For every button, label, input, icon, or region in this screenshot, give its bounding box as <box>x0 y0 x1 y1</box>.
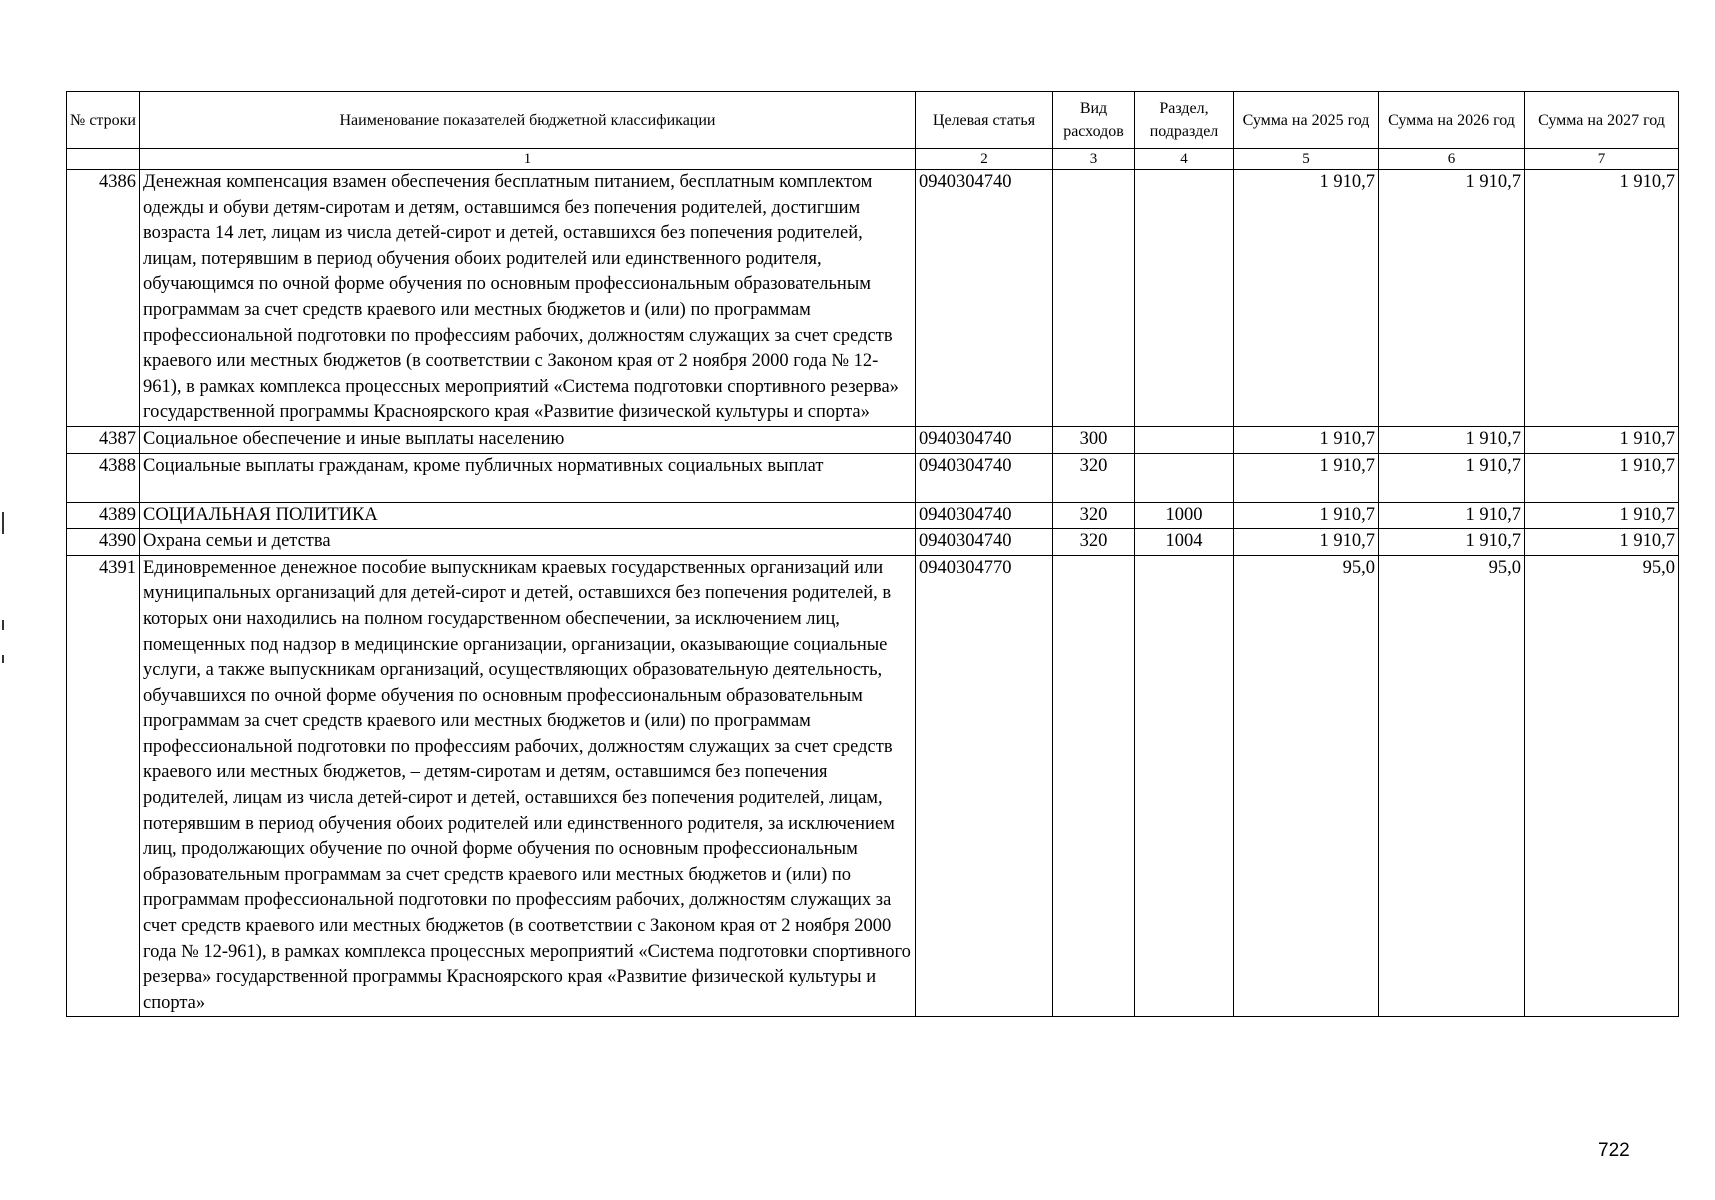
scan-edge-mark <box>2 512 4 534</box>
scan-edge-mark <box>2 620 4 630</box>
header-sum-2026: Сумма на 2026 год <box>1379 92 1525 149</box>
header-expense-kind: Вид расходов <box>1053 92 1135 149</box>
row-sum-2025: 1 910,7 <box>1234 529 1379 556</box>
column-number: 6 <box>1379 149 1525 170</box>
column-number-blank <box>67 149 140 170</box>
row-sum-2027: 1 910,7 <box>1525 426 1679 453</box>
column-number: 7 <box>1525 149 1679 170</box>
row-target-article: 0940304740 <box>916 502 1053 529</box>
row-sum-2026: 95,0 <box>1379 555 1525 1017</box>
row-sum-2027: 1 910,7 <box>1525 529 1679 556</box>
table-row <box>67 502 1679 529</box>
row-number: 4386 <box>67 170 140 427</box>
row-sum-2026: 1 910,7 <box>1379 170 1525 427</box>
row-number: 4391 <box>67 555 140 1017</box>
table-row <box>67 170 1679 427</box>
row-sum-2025: 1 910,7 <box>1234 426 1379 453</box>
header-target-article: Целевая статья <box>916 92 1053 149</box>
row-sum-2026: 1 910,7 <box>1379 453 1525 502</box>
header-sum-2027: Сумма на 2027 год <box>1525 92 1679 149</box>
header-row-number: № строки <box>67 92 140 149</box>
row-section: 1004 <box>1135 529 1234 556</box>
row-number: 4389 <box>67 502 140 529</box>
row-section <box>1135 426 1234 453</box>
row-sum-2025: 1 910,7 <box>1234 453 1379 502</box>
row-section: 1000 <box>1135 502 1234 529</box>
row-name: Социальное обеспечение и иные выплаты населению <box>140 426 916 453</box>
row-sum-2027: 1 910,7 <box>1525 502 1679 529</box>
row-target-article: 0940304740 <box>916 426 1053 453</box>
column-number: 1 <box>140 149 916 170</box>
row-sum-2027: 1 910,7 <box>1525 170 1679 427</box>
row-target-article: 0940304770 <box>916 555 1053 1017</box>
row-expense-kind: 300 <box>1053 426 1135 453</box>
row-sum-2025: 1 910,7 <box>1234 502 1379 529</box>
table-row <box>67 529 1679 556</box>
row-name: Охрана семьи и детства <box>140 529 916 556</box>
row-sum-2026: 1 910,7 <box>1379 502 1525 529</box>
header-name: Наименование показателей бюджетной классификации <box>140 92 916 149</box>
row-target-article: 0940304740 <box>916 170 1053 427</box>
row-name: Социальные выплаты гражданам, кроме публичных нормативных социальных выплат <box>140 453 916 502</box>
row-target-article: 0940304740 <box>916 529 1053 556</box>
page-number: 722 <box>1598 1140 1630 1161</box>
column-number: 2 <box>916 149 1053 170</box>
header-sum-2025: Сумма на 2025 год <box>1234 92 1379 149</box>
header-section: Раздел, подраздел <box>1135 92 1234 149</box>
column-number: 3 <box>1053 149 1135 170</box>
row-target-article: 0940304740 <box>916 453 1053 502</box>
row-number: 4387 <box>67 426 140 453</box>
row-name: Денежная компенсация взамен обеспечения бесплатным питанием, бесплатным комплектом одежды и обуви детям-сиротам и детям, оставшимся без попечения родителей, достигшим возраста 14 лет, лицам из числа детей-сирот и детей, оставшихся без попечения родителей, лицам, потерявшим в период обучения обоих родителей или единственного родителя, обучающимся по очной форме обучения по основным профессиональным образовательным программам за счет средств краевого или местных бюджетов и (или) по программам профессиональной подготовки по профессиям рабочих, должностям служащих за счет средств краевого или местных бюджетов (в соответствии с Законом края от 2 ноября 2000 года № 12-961), в рамках комплекса процессных мероприятий «Система подготовки спортивного резерва» государственной программы Красноярского края «Развитие физической культуры и спорта» <box>140 170 916 427</box>
row-number: 4390 <box>67 529 140 556</box>
row-expense-kind: 320 <box>1053 453 1135 502</box>
row-sum-2025: 95,0 <box>1234 555 1379 1017</box>
row-sum-2027: 95,0 <box>1525 555 1679 1017</box>
row-number: 4388 <box>67 453 140 502</box>
row-name: Единовременное денежное пособие выпускникам краевых государственных организаций или муниципальных организаций для детей-сирот и детей, оставшихся без попечения родителей, в которых они находились на полном государственном обеспечении, за исключением лиц, помещенных под надзор в медицинские организации, организации, оказывающие социальные услуги, а также выпускникам организаций, осуществляющих образовательную деятельность, обучавшихся по очной форме обучения по основным профессиональным образовательным программам за счет средств краевого или местных бюджетов и (или) по программам профессиональной подготовки по профессиям рабочих, должностям служащих за счет средств краевого или местных бюджетов, – детям-сиротам и детям, оставшимся без попечения родителей, лицам из числа детей-сирот и детей, оставшихся без попечения родителей, лицам, потерявшим в период обучения обоих родителей или единственного родителя, за исключением лиц, продолжающих обучение по очной форме обучения по основным профессиональным образовательным программам за счет средств краевого или местных бюджетов и (или) по программам профессиональной подготовки по профессиям рабочих, должностям служащих за счет средств краевого или местных бюджетов (в соответствии с Законом края от 2 ноября 2000 года № 12-961), в рамках комплекса процессных мероприятий «Система подготовки спортивного резерва» государственной программы Красноярского края «Развитие физической культуры и спорта» <box>140 555 916 1017</box>
row-section <box>1135 453 1234 502</box>
row-expense-kind <box>1053 555 1135 1017</box>
table-row <box>67 453 1679 502</box>
scan-edge-mark <box>2 655 4 663</box>
row-sum-2026: 1 910,7 <box>1379 426 1525 453</box>
row-sum-2025: 1 910,7 <box>1234 170 1379 427</box>
row-expense-kind: 320 <box>1053 502 1135 529</box>
row-name: СОЦИАЛЬНАЯ ПОЛИТИКА <box>140 502 916 529</box>
table-row <box>67 426 1679 453</box>
row-expense-kind: 320 <box>1053 529 1135 556</box>
row-section <box>1135 555 1234 1017</box>
column-number: 4 <box>1135 149 1234 170</box>
row-section <box>1135 170 1234 427</box>
table-row <box>67 555 1679 1017</box>
column-number: 5 <box>1234 149 1379 170</box>
row-sum-2026: 1 910,7 <box>1379 529 1525 556</box>
budget-table <box>66 91 1679 1017</box>
row-sum-2027: 1 910,7 <box>1525 453 1679 502</box>
row-expense-kind <box>1053 170 1135 427</box>
